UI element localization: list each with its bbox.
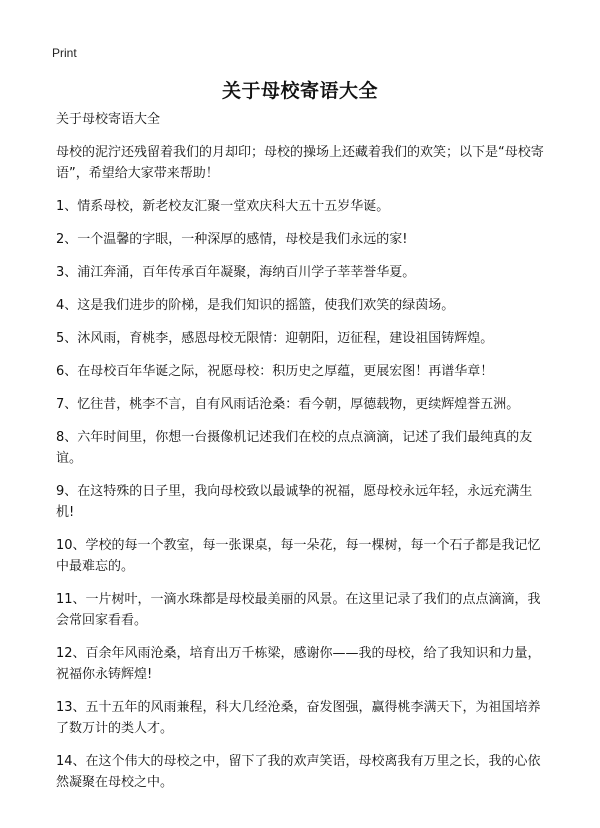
list-item: 10、学校的每一个教室，每一张课桌，每一朵花，每一棵树，每一个石子都是我记忆中最难忘的。	[56, 538, 541, 574]
list-item: 12、百余年风雨沧桑，培育出万千栋梁，感谢你——我的母校，给了我知识和力量，祝福你永铸辉煌!	[56, 646, 541, 682]
list-item: 1、情系母校，新老校友汇聚一堂欢庆科大五十五岁华诞。	[56, 199, 390, 214]
list-item: 7、忆往昔，桃李不言，自有风雨话沧桑：看今朝，厚德载物，更续辉煌誉五洲。	[56, 397, 520, 412]
list-item: 4、这是我们进步的阶梯，是我们知识的摇篮，使我们欢笑的绿茵场。	[56, 298, 455, 313]
document-subtitle: 关于母校寄语大全	[56, 112, 161, 127]
list-item: 2、一个温馨的字眼，一种深厚的感情，母校是我们永远的家!	[56, 232, 408, 247]
list-item: 13、五十五年的风雨兼程，科大几经沧桑，奋发图强，赢得桃李满天下，为祖国培养了数万计的类人才。	[56, 700, 541, 736]
list-item: 11、一片树叶，一滴水珠都是母校最美丽的风景。在这里记录了我们的点点滴滴，我会常回家看看。	[56, 592, 541, 628]
list-item: 8、六年时间里，你想一台摄像机记述我们在校的点点滴滴，记述了我们最纯真的友谊。	[56, 430, 533, 466]
page-title: 关于母校寄语大全	[221, 80, 378, 102]
list-item: 5、沐风雨，育桃李，感恩母校无限情：迎朝阳，迈征程，建设祖国铸辉煌。	[56, 331, 494, 346]
list-item: 14、在这个伟大的母校之中，留下了我的欢声笑语，母校离我有万里之长，我的心依然凝聚在母校之中。	[56, 754, 541, 790]
list-item: 6、在母校百年华诞之际，祝愿母校：积历史之厚蕴，更展宏图！再谱华章！	[56, 364, 494, 379]
list-item: 9、在这特殊的日子里，我向母校致以最诚挚的祝福，愿母校永远年轻，永远充满生机!	[56, 484, 533, 520]
list-item: 3、浦江奔涌，百年传承百年凝聚，海纳百川学子莘莘誉华夏。	[56, 265, 416, 280]
intro-paragraph: 母校的泥泞还残留着我们的月却印；母校的操场上还藏着我们的欢笑；以下是“母校寄语”，希望给大家带来帮助！	[56, 145, 544, 181]
print-label: Print	[52, 46, 77, 60]
